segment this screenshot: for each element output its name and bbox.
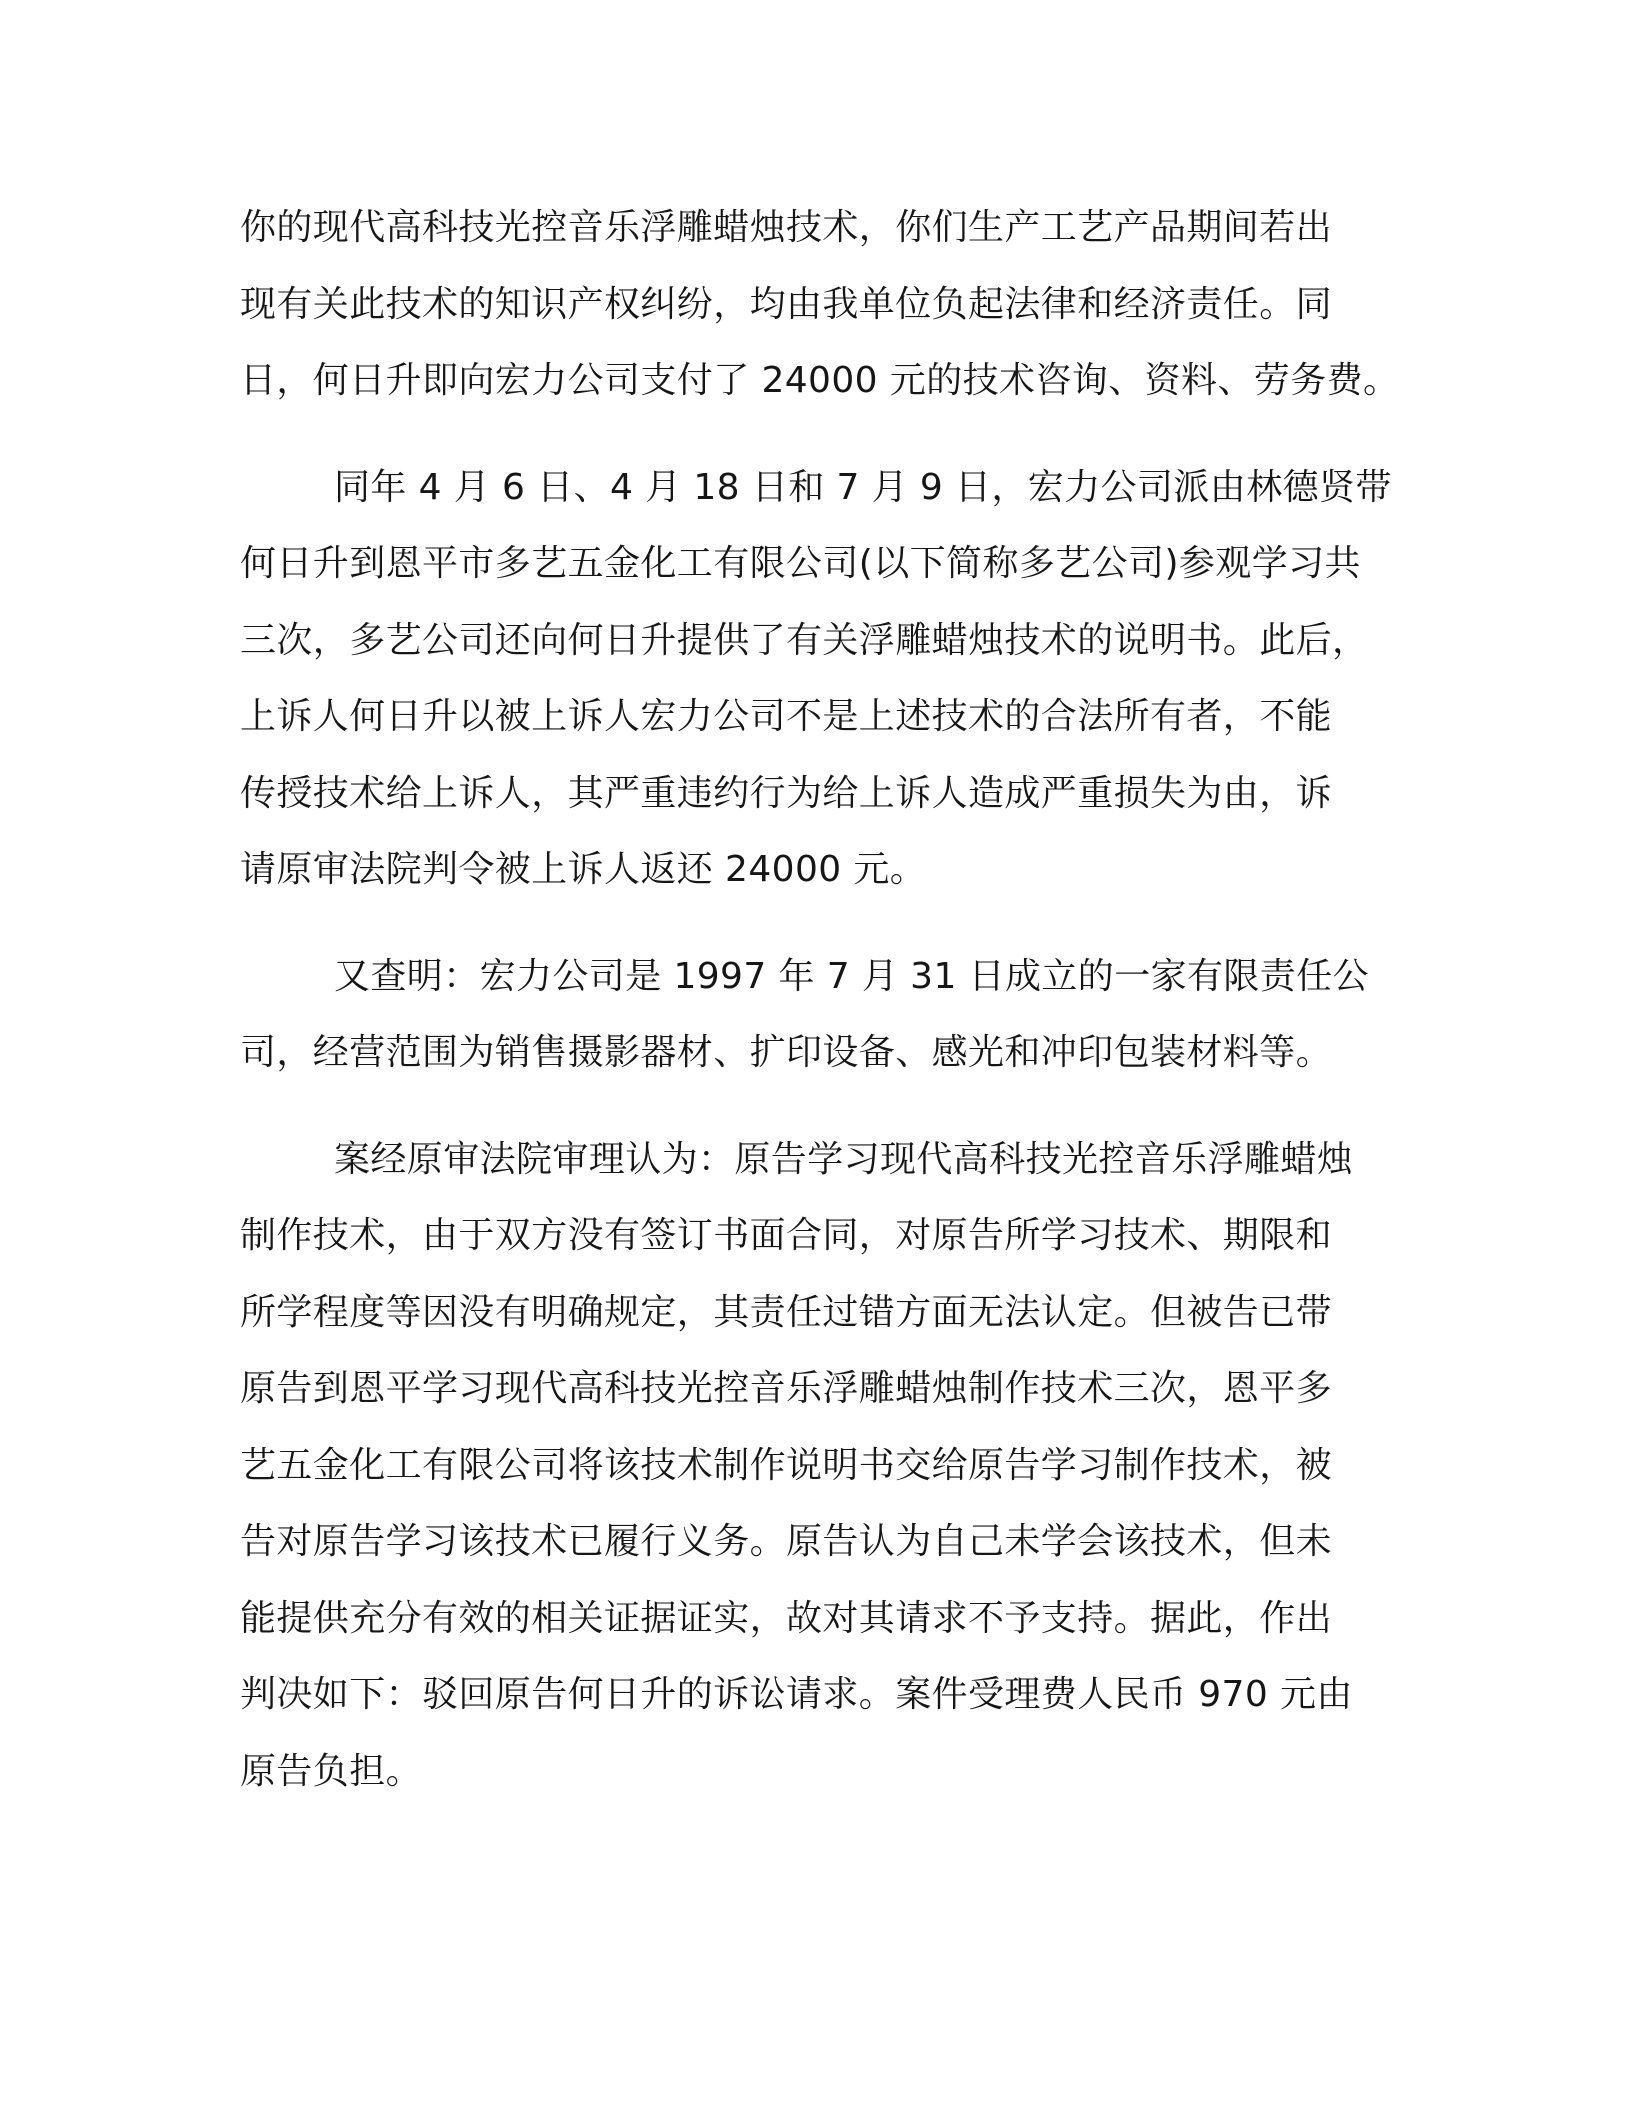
paragraph-line: 能提供充分有效的相关证据证实，故对其请求不予支持。据此，作出 — [240, 1597, 1333, 1639]
paragraph-4 — [240, 1122, 1400, 1811]
paragraph-line: 案经原审法院审理认为：原告学习现代高科技光控音乐浮雕蜡烛 — [334, 1138, 1354, 1180]
paragraph-3 — [240, 939, 1400, 1092]
paragraph-line: 又查明：宏力公司是 1997 年 7 月 31 日成立的一家有限责任公 — [334, 955, 1369, 997]
paragraph-line: 制作技术，由于双方没有签订书面合同，对原告所学习技术、期限和 — [240, 1215, 1333, 1256]
paragraph-line: 艺五金化工有限公司将该技术制作说明书交给原告学习制作技术，被 — [240, 1444, 1333, 1486]
paragraph-1 — [240, 190, 1400, 420]
paragraph-line: 同年 4 月 6 日、4 月 18 日和 7 月 9 日，宏力公司派由林德贤带 — [334, 466, 1392, 508]
paragraph-line: 判决如下：驳回原告何日升的诉讼请求。案件受理费人民币 970 元由 — [240, 1674, 1353, 1715]
paragraph-line: 原告到恩平学习现代高科技光控音乐浮雕蜡烛制作技术三次，恩平多 — [240, 1368, 1333, 1409]
paragraph-line: 三次，多艺公司还向何日升提供了有关浮雕蜡烛技术的说明书。此后， — [240, 619, 1369, 661]
paragraph-line: 你的现代高科技光控音乐浮雕蜡烛技术，你们生产工艺产品期间若出 — [240, 207, 1333, 248]
paragraph-line: 传授技术给上诉人，其严重违约行为给上诉人造成严重损失为由，诉 — [240, 772, 1333, 814]
paragraph-line: 上诉人何日升以被上诉人宏力公司不是上述技术的合法所有者，不能 — [240, 696, 1333, 737]
paragraph-line: 告对原告学习该技术已履行义务。原告认为自己未学会该技术，但未 — [240, 1521, 1333, 1562]
document-body — [240, 190, 1400, 1840]
paragraph-line: 所学程度等因没有明确规定，其责任过错方面无法认定。但被告已带 — [240, 1291, 1333, 1333]
paragraph-line: 司，经营范围为销售摄影器材、扩印设备、感光和冲印包装材料等。 — [240, 1032, 1333, 1073]
paragraph-line: 现有关此技术的知识产权纠纷，均由我单位负起法律和经济责任。同 — [240, 283, 1333, 325]
paragraph-line: 何日升到恩平市多艺五金化工有限公司(以下简称多艺公司)参观学习共 — [240, 543, 1361, 584]
paragraph-line: 请原审法院判令被上诉人返还 24000 元。 — [240, 849, 927, 890]
paragraph-2 — [240, 450, 1400, 909]
paragraph-line: 原告负担。 — [240, 1750, 423, 1792]
paragraph-line: 日，何日升即向宏力公司支付了 24000 元的技术咨询、资料、劳务费。 — [240, 360, 1400, 401]
